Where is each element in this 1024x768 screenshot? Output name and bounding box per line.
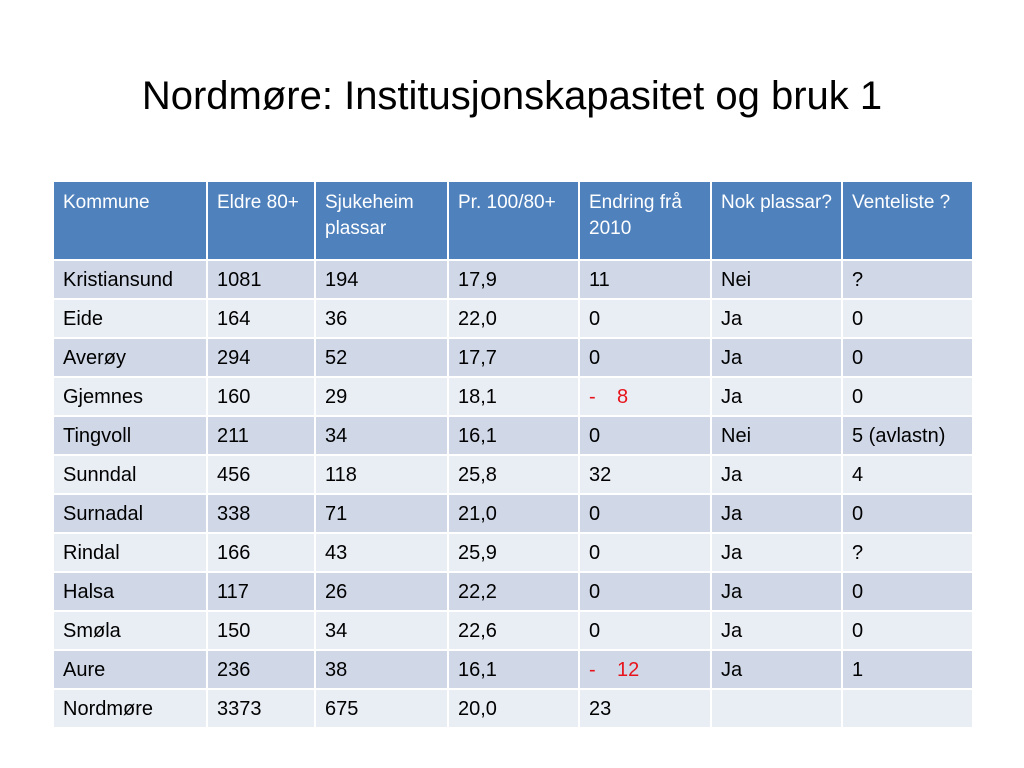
cell-venteliste: 1 [842,650,973,689]
cell-venteliste: ? [842,260,973,299]
negative-value: 12 [617,658,640,681]
table-row [53,338,973,377]
cell-sjukeheim: 34 [315,611,448,650]
capacity-table [52,180,974,729]
cell-kommune: Smøla [53,611,207,650]
header-eldre: Eldre 80+ [207,181,315,260]
cell-nok-plassar: Ja [711,338,842,377]
table-row-total [53,689,973,728]
cell-endring: 0 [579,611,711,650]
cell-kommune: Halsa [53,572,207,611]
cell-eldre: 338 [207,494,315,533]
cell-sjukeheim: 29 [315,377,448,416]
cell-venteliste: 0 [842,572,973,611]
negative-marker: - [589,385,596,408]
cell-venteliste: 0 [842,338,973,377]
cell-sjukeheim: 34 [315,416,448,455]
header-endring: Endring frå 2010 [579,181,711,260]
header-nok-plassar: Nok plassar? [711,181,842,260]
cell-endring-negative [579,377,711,416]
cell-nok-plassar: Ja [711,650,842,689]
cell-per-100: 21,0 [448,494,579,533]
cell-eldre: 1081 [207,260,315,299]
cell-per-100: 17,9 [448,260,579,299]
table-row [53,611,973,650]
cell-nok-plassar [711,689,842,728]
cell-eldre: 211 [207,416,315,455]
cell-endring: 0 [579,299,711,338]
cell-per-100: 25,9 [448,533,579,572]
cell-eldre: 117 [207,572,315,611]
negative-marker: - [589,658,596,681]
cell-sjukeheim: 38 [315,650,448,689]
cell-endring: 0 [579,572,711,611]
cell-nok-plassar: Ja [711,299,842,338]
cell-per-100: 22,2 [448,572,579,611]
cell-venteliste: 0 [842,494,973,533]
cell-nok-plassar: Nei [711,416,842,455]
cell-sjukeheim: 675 [315,689,448,728]
cell-kommune: Nordmøre [53,689,207,728]
table-row [53,533,973,572]
header-sjukeheim: Sjukeheim plassar [315,181,448,260]
cell-eldre: 160 [207,377,315,416]
cell-eldre: 164 [207,299,315,338]
cell-nok-plassar: Ja [711,455,842,494]
cell-endring: 32 [579,455,711,494]
cell-endring: 0 [579,533,711,572]
cell-nok-plassar: Ja [711,611,842,650]
cell-endring: 0 [579,416,711,455]
cell-kommune: Averøy [53,338,207,377]
cell-sjukeheim: 71 [315,494,448,533]
cell-per-100: 22,6 [448,611,579,650]
cell-venteliste: 4 [842,455,973,494]
cell-nok-plassar: Ja [711,377,842,416]
cell-nok-plassar: Ja [711,533,842,572]
cell-nok-plassar: Ja [711,572,842,611]
cell-eldre: 294 [207,338,315,377]
cell-kommune: Aure [53,650,207,689]
header-kommune: Kommune [53,181,207,260]
cell-venteliste: ? [842,533,973,572]
cell-venteliste: 0 [842,377,973,416]
cell-sjukeheim: 52 [315,338,448,377]
table-row [53,260,973,299]
cell-kommune: Sunndal [53,455,207,494]
cell-per-100: 16,1 [448,650,579,689]
cell-kommune: Eide [53,299,207,338]
header-venteliste: Venteliste ? [842,181,973,260]
slide-title: Nordmøre: Institusjonskapasitet og bruk 1 [141,74,883,118]
cell-sjukeheim: 26 [315,572,448,611]
cell-venteliste [842,689,973,728]
cell-per-100: 22,0 [448,299,579,338]
cell-kommune: Gjemnes [53,377,207,416]
cell-kommune: Rindal [53,533,207,572]
cell-nok-plassar: Ja [711,494,842,533]
cell-endring: 11 [579,260,711,299]
cell-sjukeheim: 194 [315,260,448,299]
cell-per-100: 17,7 [448,338,579,377]
cell-per-100: 25,8 [448,455,579,494]
table-row [53,377,973,416]
cell-eldre: 150 [207,611,315,650]
table-row [53,416,973,455]
cell-sjukeheim: 118 [315,455,448,494]
cell-sjukeheim: 43 [315,533,448,572]
cell-venteliste: 5 (avlastn) [842,416,973,455]
cell-endring-negative [579,650,711,689]
cell-eldre: 166 [207,533,315,572]
cell-per-100: 18,1 [448,377,579,416]
cell-eldre: 456 [207,455,315,494]
table-row [53,494,973,533]
cell-per-100: 16,1 [448,416,579,455]
header-per-100: Pr. 100/80+ [448,181,579,260]
table-row [53,572,973,611]
cell-nok-plassar: Nei [711,260,842,299]
negative-value: 8 [617,385,629,408]
cell-endring: 0 [579,338,711,377]
cell-kommune: Kristiansund [53,260,207,299]
table-header-row [53,181,973,260]
cell-kommune: Surnadal [53,494,207,533]
cell-endring: 23 [579,689,711,728]
table-row [53,650,973,689]
cell-endring: 0 [579,494,711,533]
cell-eldre: 236 [207,650,315,689]
cell-kommune: Tingvoll [53,416,207,455]
table-row [53,455,973,494]
cell-venteliste: 0 [842,611,973,650]
cell-venteliste: 0 [842,299,973,338]
cell-per-100: 20,0 [448,689,579,728]
cell-eldre: 3373 [207,689,315,728]
cell-sjukeheim: 36 [315,299,448,338]
table-row [53,299,973,338]
